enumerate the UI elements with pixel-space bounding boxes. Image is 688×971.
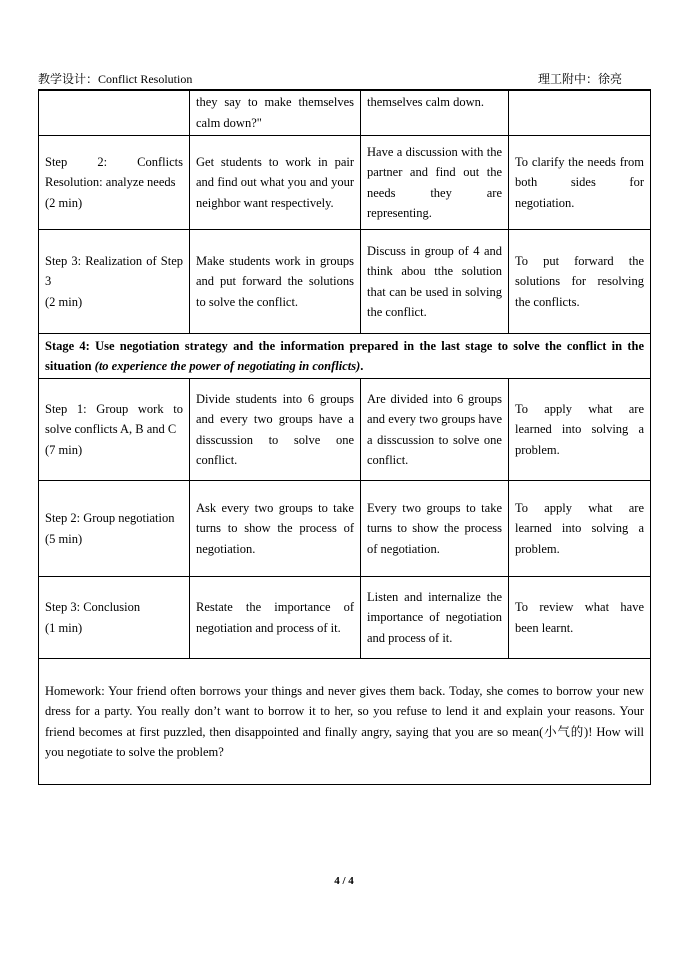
stage-heading-purpose: (to experience the power of negotiating in conflicts): [94, 359, 361, 373]
purpose-cell: To clarify the needs from both sides for negotiation.: [509, 136, 651, 230]
purpose-cell: To put forward the solutions for resolving the conflicts.: [509, 230, 651, 334]
step-cell: [39, 379, 190, 481]
student-activity-cell: Are divided into 6 groups and every two groups have a disscussion to solve one conflict.: [361, 379, 509, 481]
teacher-activity-cell: Ask every two groups to take turns to show the process of negotiation.: [190, 481, 361, 577]
page-number: 4 / 4: [334, 875, 354, 887]
purpose-cell: To apply what are learned into solving a problem.: [509, 379, 651, 481]
stage-heading: [39, 334, 651, 379]
table-row-continued: [39, 90, 651, 136]
table-row: [39, 136, 651, 230]
purpose-cell: [509, 90, 651, 136]
header-school-teacher: 理工附中：徐亮: [537, 72, 622, 86]
step-time: (2 min): [45, 294, 83, 309]
lesson-plan-table: [38, 89, 651, 785]
step-cell: [39, 481, 190, 577]
step-time: (5 min): [45, 531, 83, 546]
step-cell: [39, 136, 190, 230]
stage-heading-row: [39, 334, 651, 379]
step-label: Step 3: Realization of Step 3: [45, 253, 183, 289]
step-label: Step 3: Conclusion: [45, 600, 141, 614]
step-label: Step 2: Group negotiation: [45, 511, 175, 525]
student-activity-cell: Listen and internalize the importance of negotiation and process of it.: [361, 577, 509, 659]
teacher-activity-cell: Divide students into 6 groups and every two groups have a disscussion to solve one conflict.: [190, 379, 361, 481]
homework-row: [39, 659, 651, 785]
student-activity-cell: Have a discussion with the partner and find out the needs they are representing.: [361, 136, 509, 230]
purpose-cell: To apply what are learned into solving a problem.: [509, 481, 651, 577]
step-time: (7 min): [45, 442, 83, 457]
step-time: (1 min): [45, 620, 83, 635]
stage-heading-main: Stage 4: Use negotiation strategy and the information prepared in the last stage to solve the conflict in the situation: [45, 339, 644, 373]
stage-heading-end: .: [360, 359, 364, 373]
teacher-activity-cell: Restate the importance of negotiation and process of it.: [190, 577, 361, 659]
student-activity-cell: Discuss in group of 4 and think abou tthe solution that can be used in solving the conflict.: [361, 230, 509, 334]
step-cell: [39, 577, 190, 659]
step-label: Step 2: Conflicts Resolution: analyze needs: [45, 154, 183, 190]
step-label: Step 1: Group work to solve conflicts A, B and C: [45, 401, 183, 437]
student-activity-cell: themselves calm down.: [361, 90, 509, 136]
table-row: [39, 230, 651, 334]
table-row: [39, 481, 651, 577]
table-row: [39, 379, 651, 481]
step-time: (2 min): [45, 195, 83, 210]
student-activity-cell: Every two groups to take turns to show the process of negotiation.: [361, 481, 509, 577]
step-cell: [39, 230, 190, 334]
purpose-cell: To review what have been learnt.: [509, 577, 651, 659]
step-cell: [39, 90, 190, 136]
table-row: [39, 577, 651, 659]
homework-text: Homework: Your friend often borrows your things and never gives them back. Today, she comes to borrow your new dress for a party. You really don’t want to borrow it to her, so you refuse to lend it and explain your reasons. Your friend becomes at first puzzled, then disappointed and finally angry, saying that you are so mean(小气的)! How will you negotiate to solve the problem?: [39, 659, 651, 785]
teacher-activity-cell: Make students work in groups and put forward the solutions to solve the conflict.: [190, 230, 361, 334]
teacher-activity-cell: Get students to work in pair and find out what you and your neighbor want respectively.: [190, 136, 361, 230]
teacher-activity-cell: they say to make themselves calm down?": [190, 90, 361, 136]
header-course-title: 教学设计：Conflict Resolution: [38, 72, 193, 86]
